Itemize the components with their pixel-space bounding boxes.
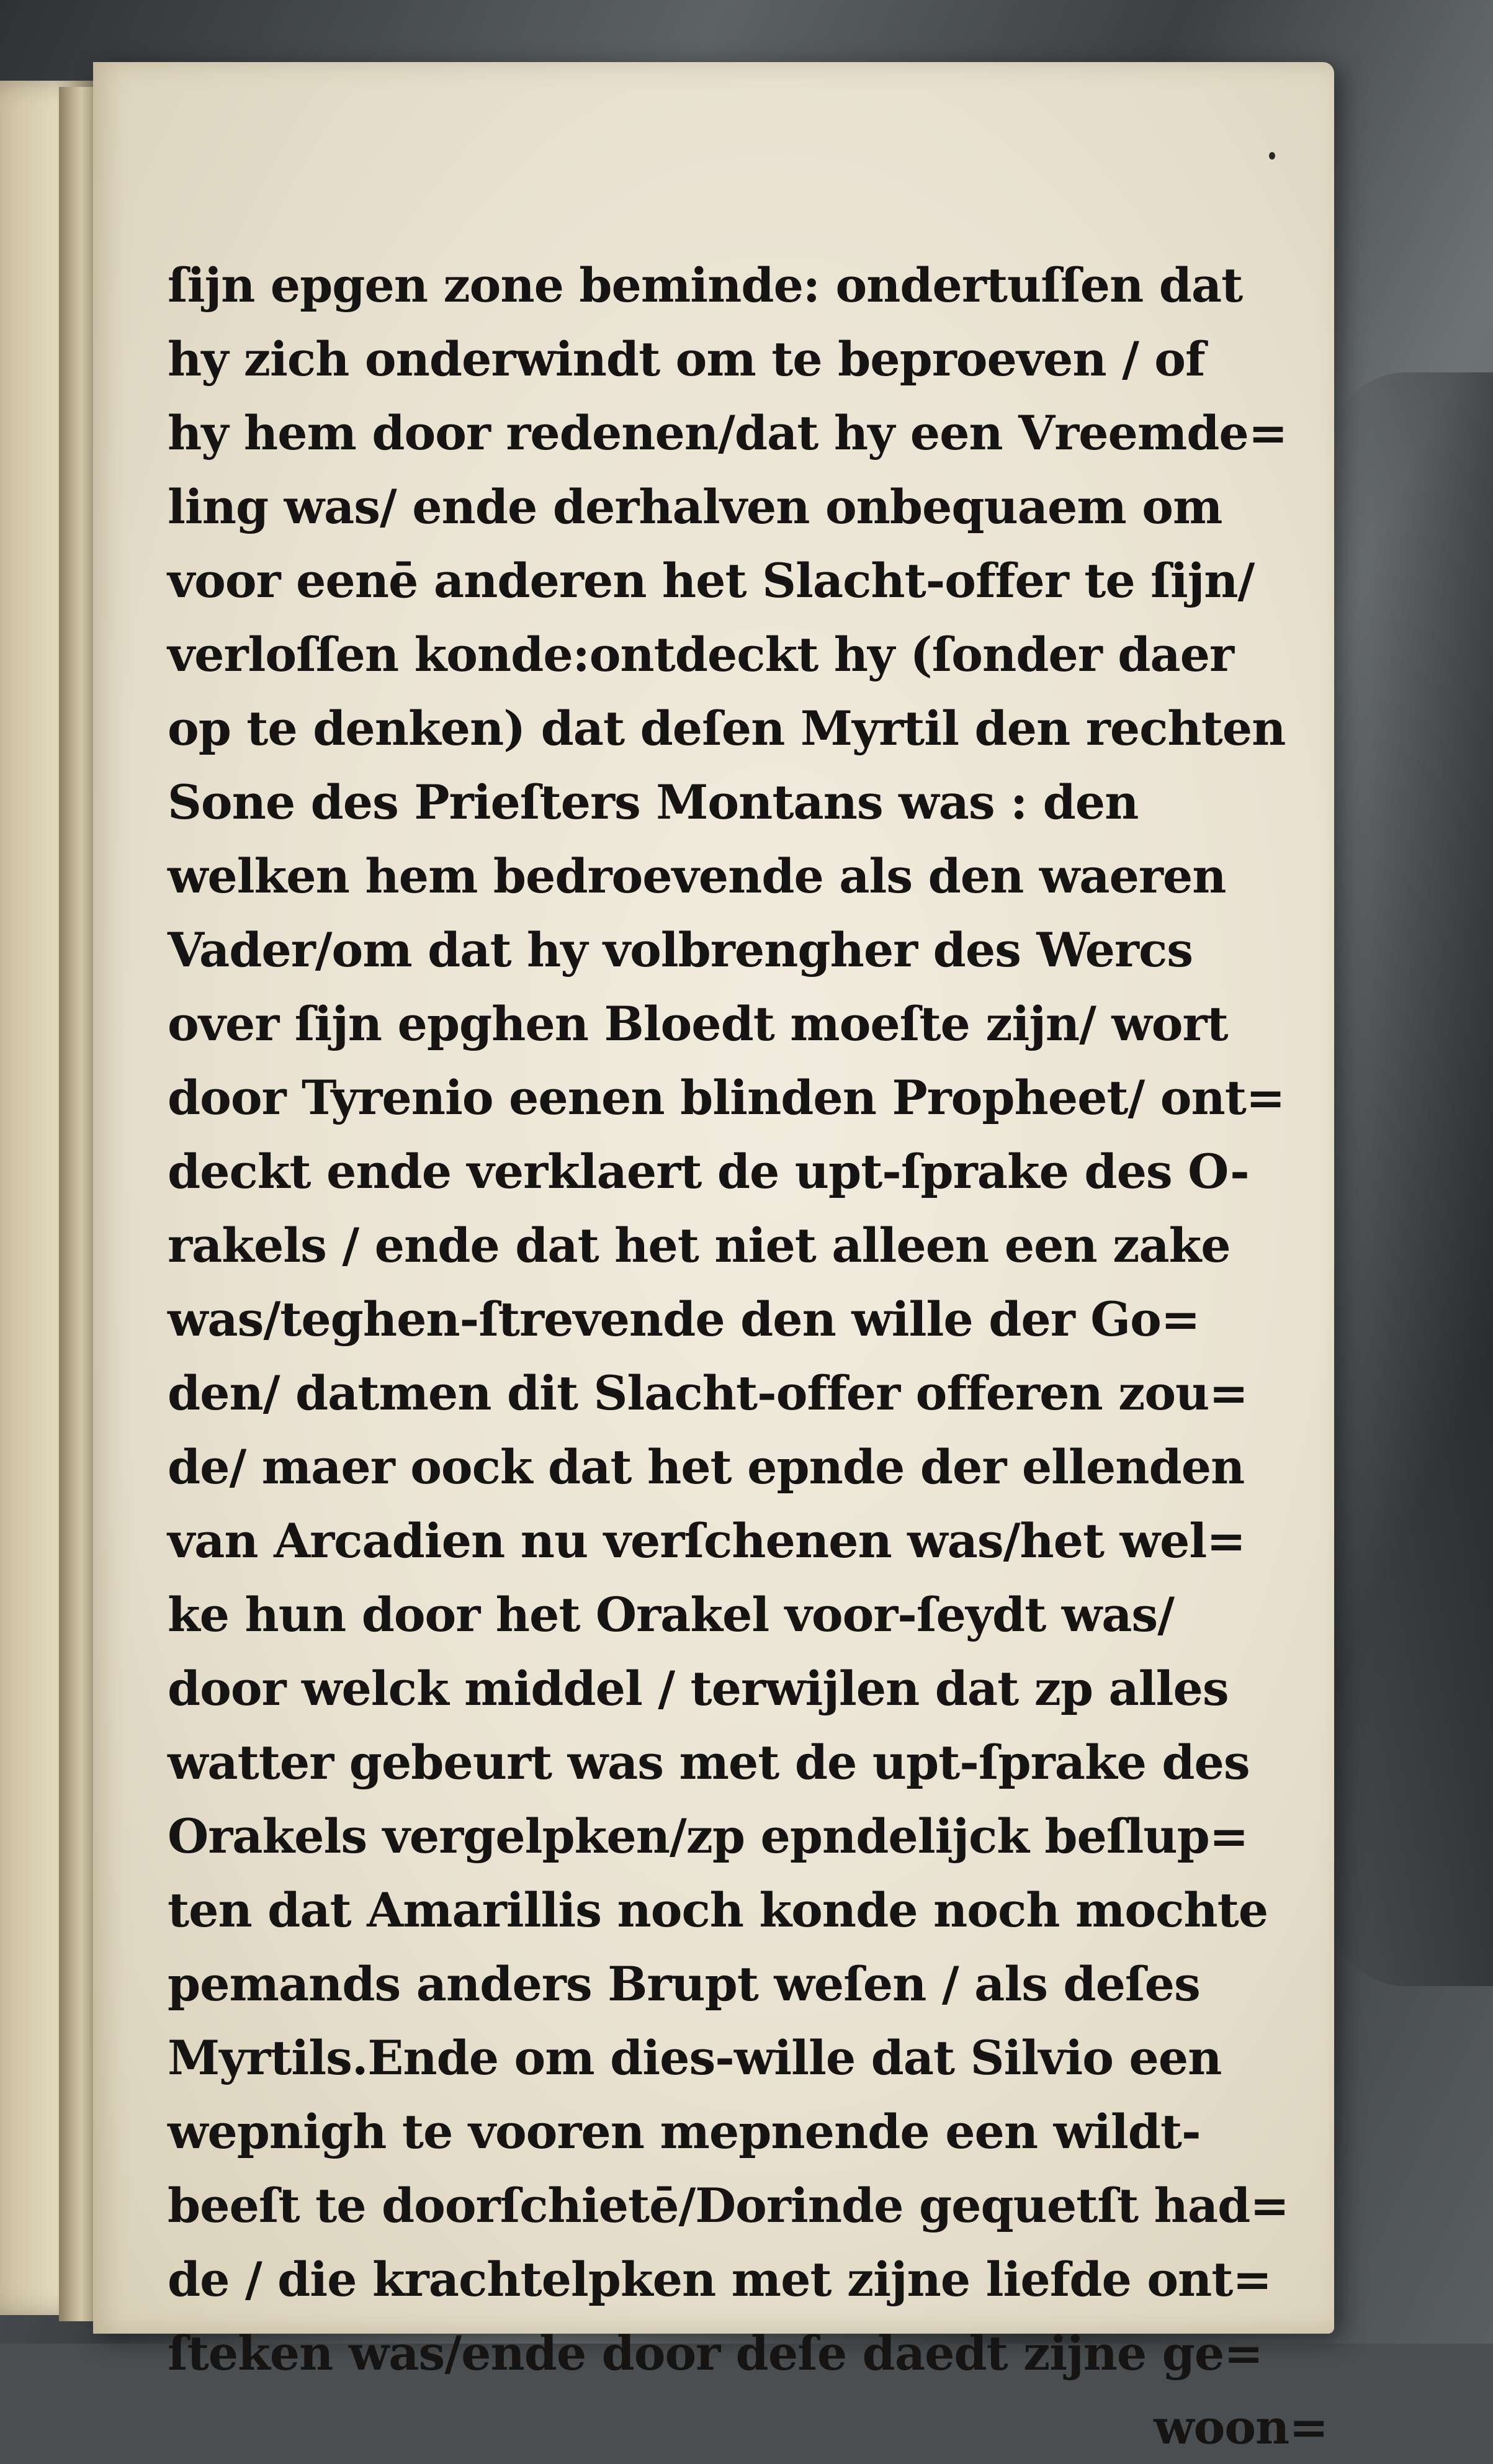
text-line: rakels / ende dat het niet alleen een zake <box>168 1218 1231 1273</box>
text-line: Vader/om dat hy volbrengher des Wercs <box>168 922 1193 978</box>
text-line: was/teghen-ſtrevende den wille der Go= <box>168 1292 1200 1347</box>
text-line: de / die krachtelpken met zijne liefde ont= <box>168 2252 1272 2307</box>
text-line: op te denken) dat deſen Myrtil den rechten <box>168 701 1286 756</box>
text-line: deckt ende verklaert de upt-ſprake des O- <box>168 1144 1249 1199</box>
text-line: pemands anders Brupt weſen / als deſes <box>168 1956 1200 2012</box>
cloth-fold <box>1332 372 1493 1986</box>
text-line: hy hem door redenen/dat hy een Vreemde= <box>168 405 1288 461</box>
book-page <box>93 62 1334 2455</box>
text-line: Orakels vergelpken/zp epndelijck beſlup= <box>168 1809 1249 1864</box>
text-line: door Tyrenio eenen blinden Propheet/ ont= <box>168 1070 1285 1125</box>
text-line: voor eenē anderen het Slacht-offer te ſijn/ <box>168 553 1255 608</box>
catchword: woon= <box>1154 2399 1328 2455</box>
text-line: den/ datmen dit Slacht-offer offeren zou= <box>168 1365 1248 1421</box>
text-line: van Arcadien nu verſchenen was/het wel= <box>168 1513 1245 1568</box>
text-line: wepnigh te vooren mepnende een wildt- <box>168 2104 1201 2159</box>
text-line: verloſſen konde:ontdeckt hy (ſonder daer <box>168 627 1234 682</box>
text-line: ke hun door het Orakel voor-ſeydt was/ <box>168 1587 1174 1642</box>
text-line: hy zich onderwindt om te beproeven / of <box>168 331 1205 387</box>
text-line: de/ maer oock dat het epnde der ellenden <box>168 1439 1245 1495</box>
body-text <box>168 248 1328 2464</box>
text-line: ten dat Amarillis noch konde noch mochte <box>168 1882 1268 1938</box>
text-line: ling was/ ende derhalven onbequaem om <box>168 479 1222 534</box>
text-line: welken hem bedroevende als den waeren <box>168 848 1226 904</box>
text-line: Myrtils.Ende om dies-wille dat Silvio een <box>168 2030 1222 2085</box>
text-line: Sone des Prieſters Montans was : den <box>168 775 1139 830</box>
text-line: beeſt te doorſchietē/Dorinde gequetſt had= <box>168 2178 1289 2233</box>
text-line: door welck middel / terwijlen dat zp alles <box>168 1661 1229 1716</box>
ink-speck <box>1269 152 1275 160</box>
text-line: ſijn epgen zone beminde: ondertuſſen dat <box>168 258 1243 313</box>
text-line: ſteken was/ende door deſe daedt zijne ge= <box>168 2326 1263 2381</box>
text-line: watter gebeurt was met de upt-ſprake des <box>168 1735 1250 1790</box>
text-line: over ſijn epghen Bloedt moeſte zijn/ wort <box>168 996 1228 1051</box>
